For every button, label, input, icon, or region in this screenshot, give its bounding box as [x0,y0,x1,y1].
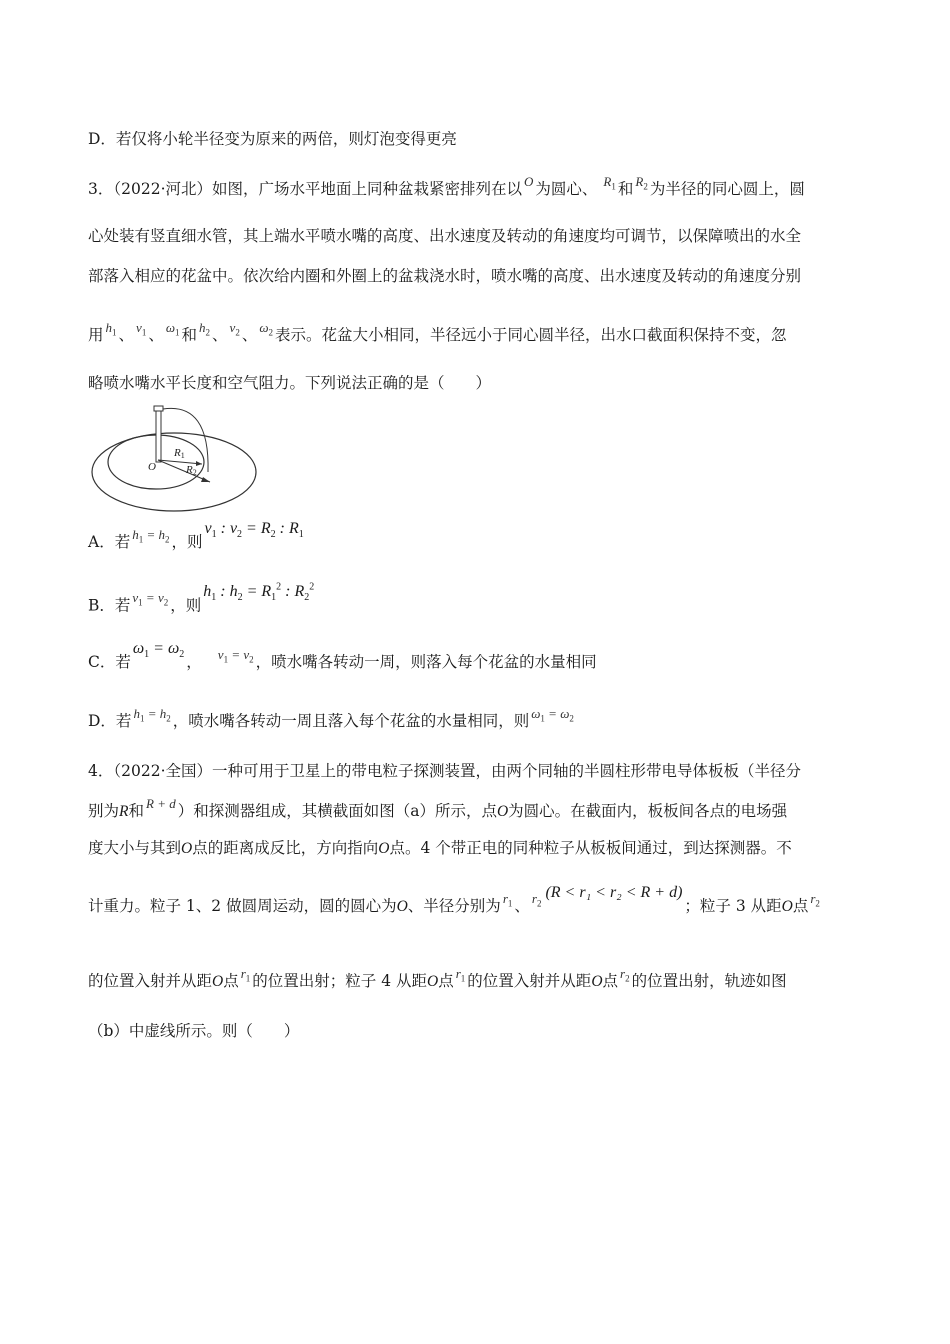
math-R-plus-d: R + d [146,796,176,811]
q3-option-c: C．若$\omega_1 = \omega_2$ ， $^{v_1 = v_2}$ ，喷水嘴各转动一周，则落入每个花盆的水量相同 [88,640,597,671]
math-r2: r2 [531,891,542,909]
q3-line-2: 心处装有竖直细水管，其上端水平喷水嘴的高度、出水速度及转动的角速度均可调节，以保障喷出的水全 [88,227,802,245]
water-pipe [156,410,161,462]
label-O: O [148,461,156,473]
math-r1-b: r1 [240,966,251,984]
question-source: （2022·全国） [113,762,212,780]
math-v-ratio: $v_1$ : $v_2 = R_2$ : $R_1$ [204,520,304,541]
q4-line-3: 度大小与其到O点的距离成反比，方向指向O点。4 个带正电的同种粒子从板板间通过，到达探测器。不 [88,839,792,857]
math-r2-c: r2 [620,966,630,984]
math-omega2: ω2 [259,320,274,338]
prev-option-d: D．若仅将小轮半径变为原来的两倍，则灯泡变得更亮 [88,130,457,148]
q4-line-4: 计重力。粒子 1、2 做圆周运动，圆的圆心为O、半径分别为 $^{r_1}$ 、 $^{r_2}$(R < r₁ < r₂ < R + d)；粒子 3 从距O点 $^{r_2}$ [88,884,820,915]
math-omega1: ω1 [165,320,180,338]
q3-option-b: B．若 $^{v_1 = v_2}$ ，则$h_1$ : $h_2 = R_1^2$ : $R_2^2$ [88,582,315,615]
math-omega1-eq-omega2-d: ω1 = ω2 [531,706,574,724]
label-R2: R2 [186,464,197,477]
math-omega1-eq-omega2: $\omega_1 = \omega_2$ [132,640,185,661]
question-source: （2022·河北） [113,180,212,198]
math-h1: h1 [105,320,117,338]
math-h1-eq-h2: h1 = h2 [132,527,170,545]
math-h1-eq-h2-d: h1 = h2 [133,706,171,724]
nozzle [154,406,163,411]
radius-r1-line [158,460,202,464]
q4-line-5: 的位置入射并从距O点 $^{r_1}$ 的位置出射；粒子 4 从距O点 $^{r_1}$ 的位置入射并从距O点 $^{r_2}$ 的位置出射，轨迹如图 [88,966,787,990]
sprinkler-figure [90,404,260,516]
math-v1-eq-v2-c: v1 = v2 [217,647,254,665]
math-r1-c: r1 [455,966,466,984]
radius-r2-line [158,460,210,482]
q3-option-d: D．若 $^{h_1 = h_2}$ ，喷水嘴各转动一周且落入每个花盆的水量相同，则 $^{\omega_1 = \omega_2}$ [88,706,574,730]
label-R1: R1 [174,447,185,460]
math-r2-b: r2 [810,891,820,909]
math-condition: (R < r₁ < r₂ < R + d) [545,884,683,901]
radius-r2-arrow [201,477,210,482]
q3-line-3: 部落入相应的花盆中。依次给内圈和外圈上的盆栽浇水时，喷水嘴的高度、出水速度及转动的角速度分别 [88,267,802,285]
question-number: 3． [88,180,114,198]
q4-line-6: （b）中虚线所示。则（ ） [88,1022,300,1040]
outer-circle [92,433,256,511]
math-v1: v1 [136,320,147,338]
q3-option-a: A．若 $^{h_1 = h_2}$ ，则$v_1$ : $v_2 = R_2$ : $R_1$ [88,520,304,551]
math-h-ratio: $h_1$ : $h_2 = R_1^2$ : $R_2^2$ [203,582,315,604]
math-v1-eq-v2: v1 = v2 [132,590,169,608]
q3-line-1: 3．（2022·河北）如图，广场水平地面上同种盆栽紧密排列在以 $^O$ 为圆心、 $^{R_1}$ 和 $^{R_2}$ 为半径的同心圆上，圆 [88,174,805,198]
q4-line-2: 别为R和 $^{R + d}$ ）和探测器组成，其横截面如图（a）所示，点O为圆心。在截面内，板板间各点的电场强 [88,796,788,820]
math-R1: R1 [603,174,616,192]
math-v2: v2 [229,320,240,338]
q4-line-1: 4．（2022·全国）一种可用于卫星上的带电粒子探测装置，由两个同轴的半圆柱形带电导体板板（半径分 [88,762,802,780]
question-number: 4． [88,762,114,780]
math-O: O [524,174,534,189]
q3-line-4: 用 $^{h_1}$ 、 $^{v_1}$ 、 $^{\omega_1}$ 和 $^{h_2}$ 、 $^{v_2}$ 、 $^{\omega_2}$ 表示。花盆大小相同，半径远小于同心圆半径，出水口截面积保持不变，忽 [88,320,787,344]
q3-line-5: 略喷水嘴水平长度和空气阻力。下列说法正确的是（ ） [88,374,492,392]
math-r1: r1 [502,891,513,909]
math-R2: R2 [635,174,648,192]
math-h2: h2 [199,320,211,338]
